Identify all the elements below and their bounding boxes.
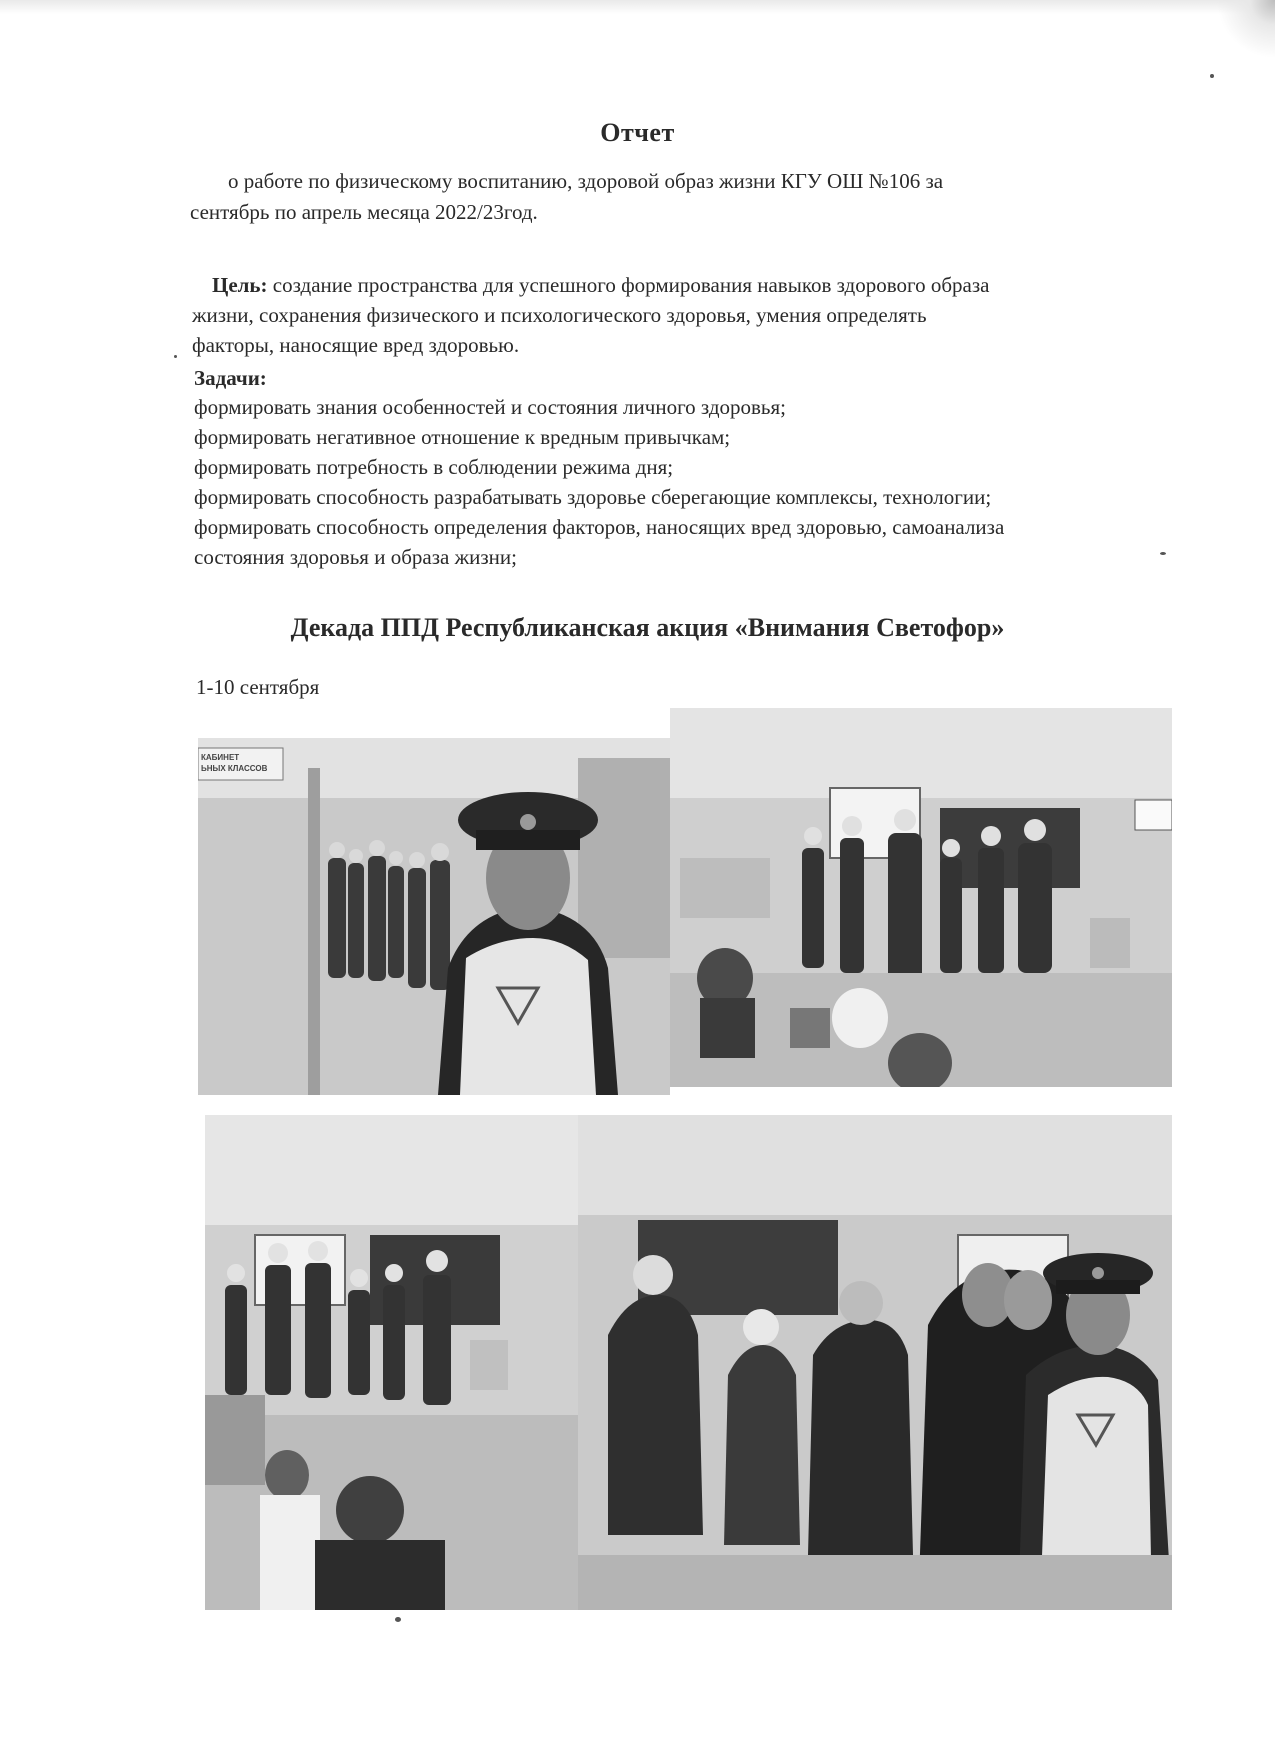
photo-sign-text: ЬНЫХ КЛАССОВ: [201, 764, 268, 773]
tasks-list: [194, 392, 1174, 572]
event-title: Декада ППД Республиканская акция «Внимания Светофор»: [290, 613, 1005, 642]
task-item: формировать знания особенностей и состояния личного здоровья;: [194, 395, 786, 419]
event-photo-1: [198, 738, 670, 1095]
task-item: формировать способность разрабатывать здоровье сберегающие комплексы, технологии;: [194, 485, 992, 509]
scan-speck: [1210, 74, 1214, 78]
scan-edge: [0, 0, 1275, 14]
event-date: 1-10 сентября: [196, 675, 320, 699]
tasks-label: Задачи:: [194, 366, 267, 390]
goal-line-3: факторы, наносящие вред здоровью.: [192, 333, 520, 357]
subtitle-line-2: сентябрь по апрель месяца 2022/23год.: [190, 200, 538, 224]
subtitle-line-1: о работе по физическому воспитанию, здоровой образ жизни КГУ ОШ №106 за: [228, 169, 944, 193]
goal-paragraph: [192, 270, 1152, 360]
goal-line-1: создание пространства для успешного формирования навыков здорового образа: [267, 273, 990, 297]
scan-speck: [174, 355, 177, 358]
event-photo-3: [205, 1115, 578, 1610]
event-photo-4: [578, 1115, 1172, 1610]
document-title: Отчет: [600, 118, 675, 147]
photo-sign-text: КАБИНЕТ: [201, 753, 240, 762]
task-item: формировать способность определения факторов, наносящих вред здоровью, самоанализа: [194, 515, 1005, 539]
scan-speck: [395, 1617, 401, 1622]
goal-line-2: жизни, сохранения физического и психологического здоровья, умения определять: [192, 303, 927, 327]
document-subtitle: [190, 166, 1090, 228]
task-item: состояния здоровья и образа жизни;: [194, 545, 517, 569]
scan-corner-shadow: [1215, 0, 1275, 60]
event-photo-2: [670, 708, 1172, 1087]
task-item: формировать негативное отношение к вредным привычкам;: [194, 425, 731, 449]
goal-label: Цель:: [212, 273, 268, 297]
task-item: формировать потребность в соблюдении режима дня;: [194, 455, 674, 479]
